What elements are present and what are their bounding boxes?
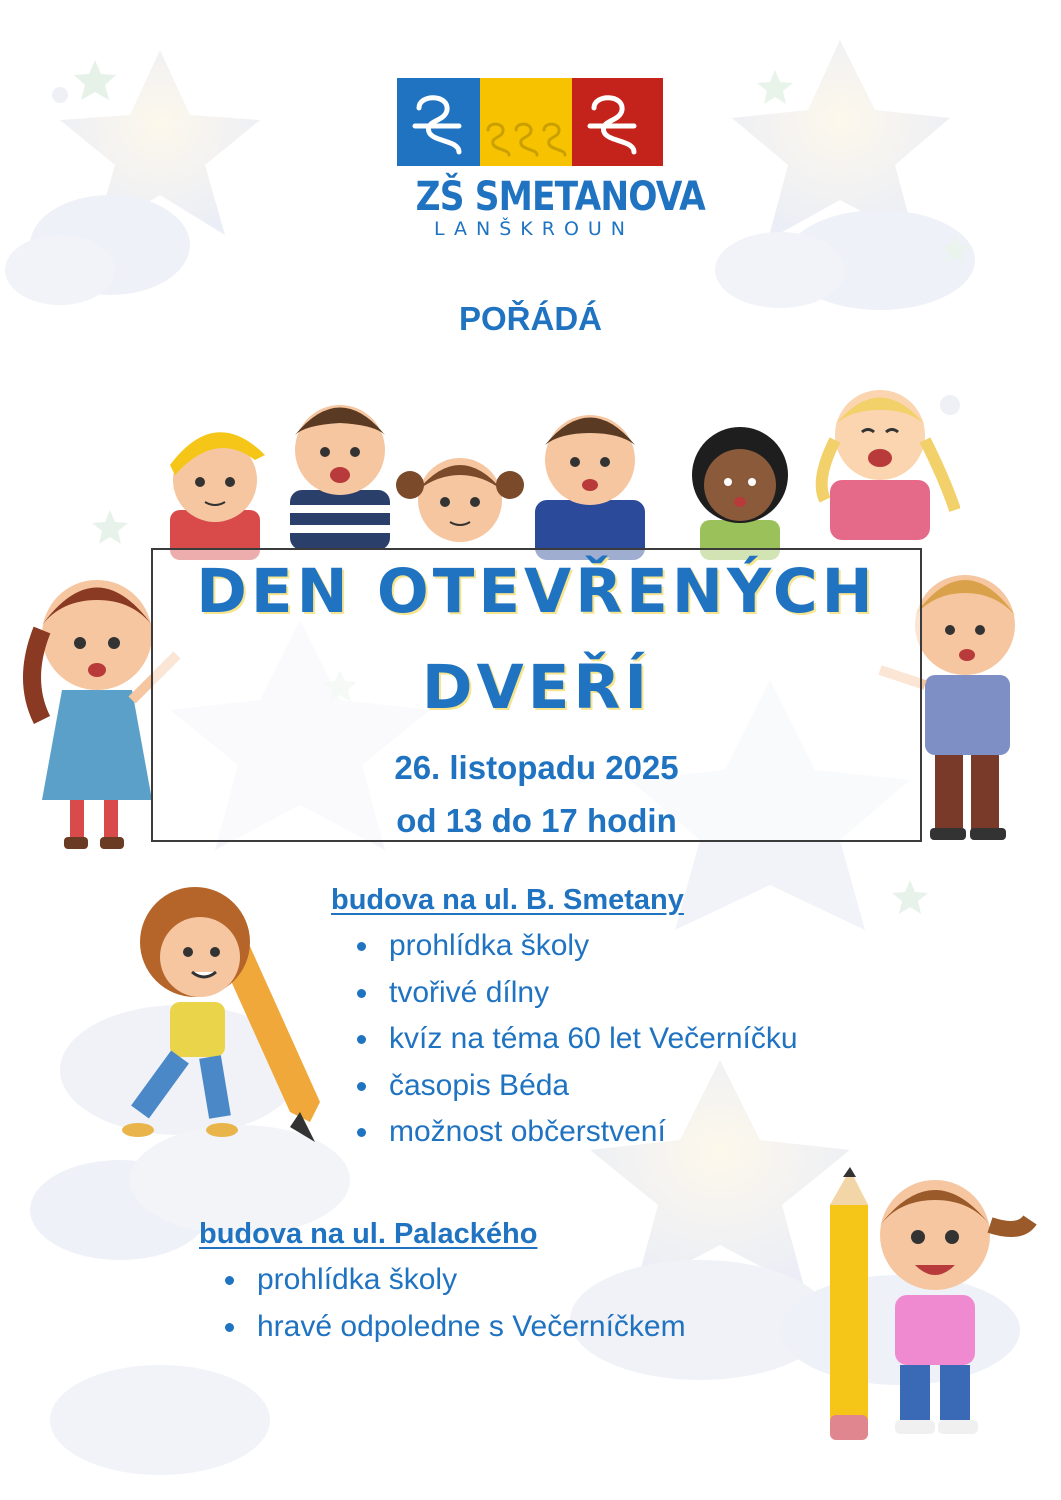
logo-school-name: ZŠ SMETANOVA [415,174,705,220]
kid-figure [396,458,524,542]
kid-figure [535,415,645,560]
event-date: 26. listopadu 2025 [394,749,679,786]
section-heading: budova na ul. Palackého [199,1218,538,1250]
logo-city-name: LANŠKROUN [433,218,635,240]
list-item: časopis Béda [357,1063,798,1110]
kid-figure [170,432,265,560]
logo-red-block [572,78,663,166]
list-item: prohlídka školy [225,1257,686,1304]
event-time: od 13 do 17 hodin [396,802,677,839]
list-item: možnost občerstvení [357,1109,798,1156]
school-logo [397,78,705,248]
logo-color-blocks [397,78,663,166]
section-palackeho [199,1218,686,1350]
activity-list [357,923,798,1156]
section-heading: budova na ul. B. Smetany [331,884,684,916]
list-item: tvořivé dílny [357,970,798,1017]
list-item: hravé odpoledne s Večerníčkem [225,1304,686,1351]
kids-illustration-top [130,370,960,560]
event-title-line1: DEN OTEVŘENÝCH [196,556,877,627]
activity-list [225,1257,686,1350]
kid-figure [692,427,788,560]
logo-blue-block [397,78,480,166]
event-title-line2: DVEŘÍ [421,652,652,723]
list-item: prohlídka školy [357,923,798,970]
kid-with-pencil-right [800,1165,1040,1455]
kid-figure [290,405,390,550]
organizer-label: POŘÁDÁ [458,300,602,337]
section-smetany [331,884,798,1156]
kid-with-pencil-left [100,862,330,1142]
star-shape [732,40,950,240]
list-item: kvíz na téma 60 let Večerníčku [357,1016,798,1063]
kid-figure [822,390,955,540]
logo-yellow-block [480,78,572,166]
